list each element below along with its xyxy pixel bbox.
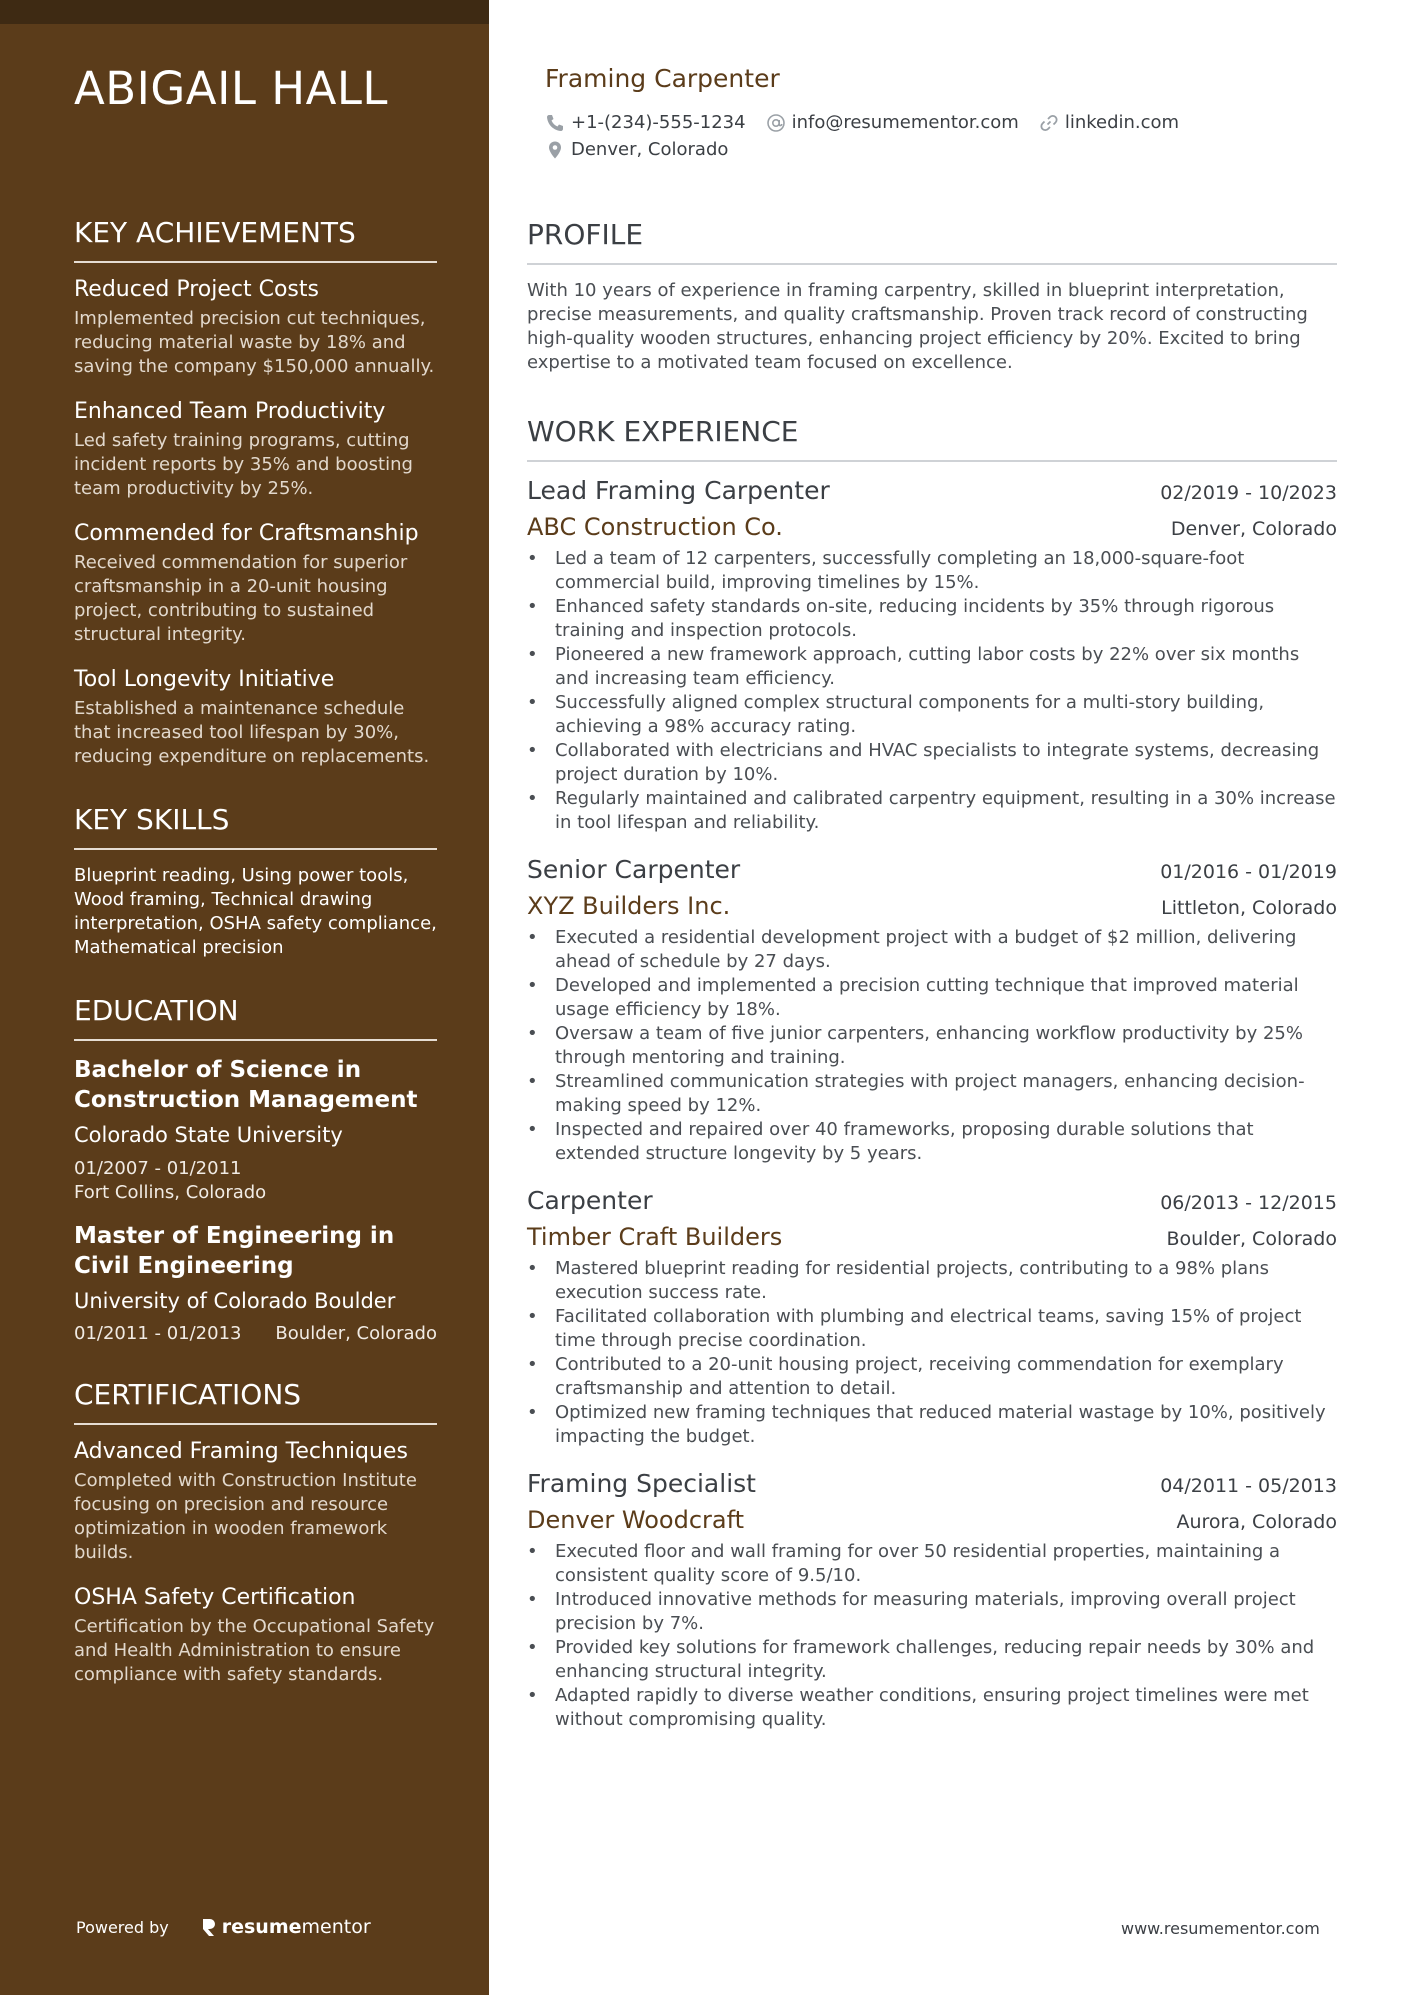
job-company: XYZ Builders Inc. [527,892,731,920]
education-school: Colorado State University [74,1123,343,1147]
job-bullet: • Developed and implemented a precision cutting technique that improved material usage efficiency by 18%. [527,974,1337,1022]
job-entry [527,855,1337,1166]
location-text: Denver, Colorado [571,139,729,160]
achievement-description: Received commendation for superior craftsmanship in a 20-unit housing project, contributing to sustained structural integrity. [74,552,408,645]
powered-by [76,1916,371,1938]
profile-summary: With 10 years of experience in framing carpentry, skilled in blueprint interpretation, precise measurements, and quality craftsmanship. Proven track record of constructing high-quality wooden structures, enhancing project efficiency by 20%. Excited to bring expertise to a motivated team focused on excellence. [527,280,1308,373]
job-location: Denver, Colorado [1170,518,1337,540]
job-bullet: • Contributed to a 20-unit housing project, receiving commendation for exemplary craftsmanship and attention to detail. [527,1353,1337,1401]
education-dates: 01/2007 - 01/2011 [74,1158,242,1179]
job-bullets [527,926,1337,1166]
certification-item [74,1439,437,1565]
job-header [527,855,1337,884]
job-subheader [527,1223,1337,1251]
job-role: Senior Carpenter [527,855,741,884]
resumementor-logo[interactable] [201,1916,371,1938]
job-bullet: • Provided key solutions for framework challenges, reducing repair needs by 30% and enhancing structural integrity. [527,1636,1337,1684]
education-location: Fort Collins, Colorado [74,1182,267,1203]
achievement-item [74,399,437,501]
job-dates: 06/2013 - 12/2015 [1160,1192,1337,1214]
job-bullet: • Oversaw a team of five junior carpenters, enhancing workflow productivity by 25% through mentoring and training. [527,1022,1337,1070]
job-bullet: • Adapted rapidly to diverse weather conditions, ensuring project timelines were met without compromising quality. [527,1684,1337,1732]
education-item [74,1221,437,1344]
certifications-heading: CERTIFICATIONS [74,1378,437,1425]
job-company: ABC Construction Co. [527,513,783,541]
job-subheader [527,1506,1337,1534]
job-bullet: • Executed floor and wall framing for over 50 residential properties, maintaining a consistent quality score of 9.5/10. [527,1540,1337,1588]
brand-text-regular: mentor [301,1916,371,1938]
job-dates: 04/2011 - 05/2013 [1160,1475,1337,1497]
achievement-title: Commended for Craftsmanship [74,521,419,546]
sidebar [0,0,489,1995]
achievement-item [74,277,437,379]
job-bullets [527,547,1337,835]
job-bullet: • Pioneered a new framework approach, cutting labor costs by 22% over six months and increasing team efficiency. [527,643,1337,691]
achievement-item [74,667,437,769]
powered-by-label: Powered by [76,1917,169,1937]
certification-title: Advanced Framing Techniques [74,1439,408,1464]
job-bullet: • Led a team of 12 carpenters, successfully completing an 18,000-square-foot commercial build, improving timelines by 15%. [527,547,1337,595]
job-bullet: • Optimized new framing techniques that reduced material wastage by 10%, positively impacting the budget. [527,1401,1337,1449]
job-dates: 01/2016 - 01/2019 [1160,861,1337,883]
contact-row-2 [545,139,748,160]
job-entry [527,1469,1337,1732]
sidebar-content [74,216,437,1721]
education-degree: Master of Engineering in Civil Engineering [74,1223,395,1279]
skills-heading: KEY SKILLS [74,803,437,850]
education-degree: Bachelor of Science in Construction Management [74,1057,418,1113]
experience-section [527,415,1337,1752]
contact-location [545,139,728,160]
achievements-section [74,216,437,769]
achievement-description: Implemented precision cut techniques, reducing material waste by 18% and saving the company $150,000 annually. [74,308,435,377]
job-location: Boulder, Colorado [1166,1228,1337,1250]
link-icon [1039,113,1059,133]
job-location: Aurora, Colorado [1176,1511,1337,1533]
job-location: Littleton, Colorado [1161,897,1337,919]
skills-list: Blueprint reading, Using power tools, Wood framing, Technical drawing interpretation, OSHA safety compliance, Mathematical precision [74,865,437,958]
contact-phone[interactable] [545,112,746,133]
profile-section [527,218,1337,375]
location-pin-icon [545,140,565,160]
email-text: info@resumementor.com [791,112,1019,133]
job-dates: 02/2019 - 10/2023 [1160,482,1337,504]
job-bullet: • Facilitated collaboration with plumbing and electrical teams, saving 15% of project time through precise coordination. [527,1305,1337,1353]
skills-section [74,803,437,960]
job-bullets [527,1540,1337,1732]
education-dates: 01/2011 - 01/2013 [74,1323,242,1344]
certification-description: Completed with Construction Institute focusing on precision and resource optimization in wooden framework builds. [74,1470,417,1563]
education-meta-row [74,1323,437,1344]
achievement-description: Established a maintenance schedule that increased tool lifespan by 30%, reducing expenditure on replacements. [74,698,430,767]
job-bullet: • Regularly maintained and calibrated carpentry equipment, resulting in a 30% increase in tool lifespan and reliability. [527,787,1337,835]
education-location: Boulder, Colorado [275,1323,437,1344]
job-header [527,1469,1337,1498]
achievement-item [74,521,437,647]
job-bullet: • Enhanced safety standards on-site, reducing incidents by 35% through rigorous training and inspection protocols. [527,595,1337,643]
education-heading: EDUCATION [74,994,437,1041]
headline-title: Framing Carpenter [545,64,780,93]
job-role: Carpenter [527,1186,653,1215]
achievement-title: Reduced Project Costs [74,277,319,302]
job-bullet: • Successfully aligned complex structural components for a multi-story building, achieving a 98% accuracy rating. [527,691,1337,739]
achievement-description: Led safety training programs, cutting incident reports by 35% and boosting team productivity by 25%. [74,430,413,499]
job-subheader [527,892,1337,920]
linkedin-text: linkedin.com [1064,112,1180,133]
profile-heading: PROFILE [527,218,1337,265]
education-item [74,1055,437,1205]
sidebar-top-bar [0,0,489,24]
footer-website-link[interactable]: www.resumementor.com [1121,1919,1320,1938]
candidate-name: ABIGAIL HALL [74,62,388,115]
job-role: Lead Framing Carpenter [527,476,830,505]
resumementor-logo-icon [201,1918,216,1937]
job-entry [527,476,1337,835]
education-school: University of Colorado Boulder [74,1289,396,1313]
job-bullet: • Mastered blueprint reading for residential projects, contributing to a 98% plans execution success rate. [527,1257,1337,1305]
job-bullet: • Collaborated with electricians and HVAC specialists to integrate systems, decreasing project duration by 10%. [527,739,1337,787]
job-bullets [527,1257,1337,1449]
achievement-title: Tool Longevity Initiative [74,667,335,692]
job-bullet: • Executed a residential development project with a budget of $2 million, delivering ahead of schedule by 27 days. [527,926,1337,974]
job-bullet: • Streamlined communication strategies with project managers, enhancing decision-making speed by 12%. [527,1070,1337,1118]
contact-email[interactable] [766,112,1019,133]
achievements-heading: KEY ACHIEVEMENTS [74,216,437,263]
job-subheader [527,513,1337,541]
job-header [527,476,1337,505]
certification-description: Certification by the Occupational Safety and Health Administration to ensure compliance with safety standards. [74,1616,435,1685]
job-company: Denver Woodcraft [527,1506,745,1534]
job-header [527,1186,1337,1215]
experience-heading: WORK EXPERIENCE [527,415,1337,462]
certification-item [74,1585,437,1687]
contact-row-1 [545,112,1199,133]
contact-linkedin[interactable] [1039,112,1179,133]
phone-text: +1-(234)-555-1234 [571,112,746,133]
job-bullet: • Introduced innovative methods for measuring materials, improving overall project precision by 7%. [527,1588,1337,1636]
job-bullet: • Inspected and repaired over 40 frameworks, proposing durable solutions that extended structure longevity by 5 years. [527,1118,1337,1166]
at-icon [766,113,786,133]
certifications-section [74,1378,437,1687]
education-section [74,994,437,1344]
job-company: Timber Craft Builders [527,1223,783,1251]
certification-title: OSHA Safety Certification [74,1585,356,1610]
achievement-title: Enhanced Team Productivity [74,399,386,424]
job-entry [527,1186,1337,1449]
job-role: Framing Specialist [527,1469,756,1498]
phone-icon [545,113,565,133]
brand-text-bold: resume [221,1916,302,1938]
